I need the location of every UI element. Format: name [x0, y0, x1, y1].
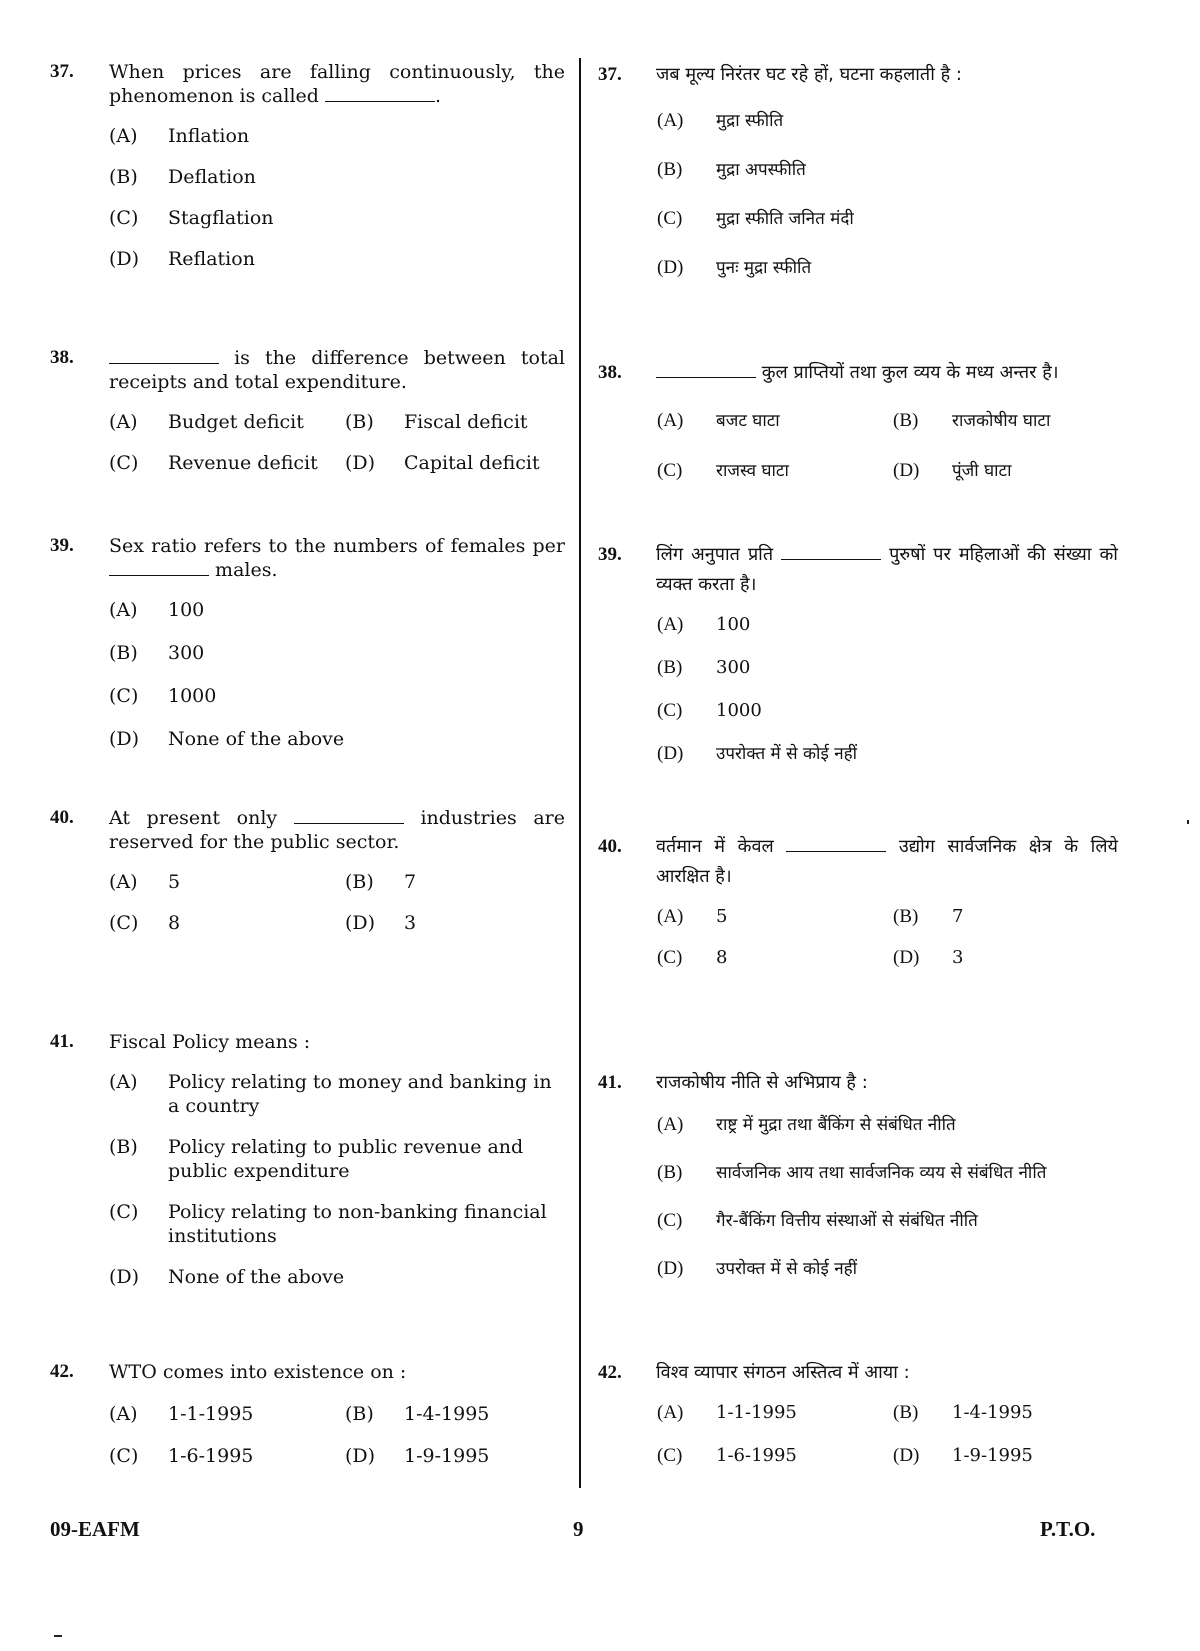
option-b: (B) 300 — [657, 657, 751, 678]
question-text: At present only industries are reserved for the public sector. — [109, 807, 565, 853]
option-c: (C) गैर-बैंकिंग वित्तीय संस्थाओं से संबंधित नीति — [657, 1210, 978, 1231]
question-text: Sex ratio refers to the numbers of females per males. — [109, 535, 565, 581]
question-number: 41. — [50, 1031, 74, 1052]
option-a: (A) 100 — [109, 599, 205, 621]
option-d: (D) Capital deficit — [345, 452, 540, 474]
scan-speck — [54, 1635, 62, 1637]
option-d: (D) None of the above — [109, 1266, 345, 1288]
question-40-hi — [598, 832, 1118, 971]
option-b: (B) 300 — [109, 642, 205, 664]
option-a: (A) मुद्रा स्फीति — [657, 110, 784, 131]
option-d: (D) 3 — [345, 912, 417, 934]
option-a: (A) राष्ट्र में मुद्रा तथा बैंकिंग से संबंधित नीति — [657, 1114, 956, 1135]
option-a: (A) Policy relating to money and banking in a country — [109, 1071, 552, 1117]
option-d: (D) पुनः मुद्रा स्फीति — [657, 257, 812, 278]
option-b: (B) Fiscal deficit — [345, 411, 528, 433]
question-text: वर्तमान में केवल उद्योग सार्वजनिक क्षेत्र के लिये आरक्षित है। — [656, 836, 1118, 887]
question-text: When prices are falling continuously, the phenomenon is called . — [109, 61, 565, 107]
option-a: (A) Budget deficit — [109, 411, 304, 433]
option-b: (B) 1-4-1995 — [893, 1402, 1033, 1423]
paper-code: 09-EAFM — [50, 1517, 140, 1541]
answer-blank — [109, 349, 219, 364]
question-38-hi — [598, 358, 1118, 484]
question-39-en — [50, 534, 565, 770]
question-41-en — [50, 1030, 565, 1305]
option-a: (A) बजट घाटा — [657, 410, 780, 431]
option-c: (C) राजस्व घाटा — [657, 460, 789, 481]
option-c: (C) 1000 — [657, 700, 762, 721]
option-d: (D) Reflation — [109, 248, 255, 270]
option-d: (D) 1-9-1995 — [893, 1445, 1033, 1466]
question-number: 40. — [598, 836, 622, 857]
option-d: (D) उपरोक्त में से कोई नहीं — [657, 1258, 858, 1279]
option-b: (B) सार्वजनिक आय तथा सार्वजनिक व्यय से संबंधित नीति — [657, 1162, 1047, 1183]
option-a: (A) 5 — [109, 871, 181, 893]
option-d: (D) उपरोक्त में से कोई नहीं — [657, 743, 858, 764]
option-d: (D) 1-9-1995 — [345, 1445, 490, 1467]
option-a: (A) 1-1-1995 — [657, 1402, 797, 1423]
option-d: (D) पूंजी घाटा — [893, 460, 1012, 481]
question-text: WTO comes into existence on : — [109, 1361, 407, 1383]
question-number: 42. — [598, 1362, 622, 1383]
option-d: (D) None of the above — [109, 728, 345, 750]
question-text: राजकोषीय नीति से अभिप्राय है : — [656, 1072, 868, 1093]
question-37-hi — [598, 60, 1118, 304]
question-number: 37. — [598, 64, 622, 85]
option-a: (A) Inflation — [109, 125, 250, 147]
option-b: (B) राजकोषीय घाटा — [893, 410, 1051, 431]
option-c: (C) Stagflation — [109, 207, 274, 229]
question-38-en — [50, 346, 565, 475]
answer-blank — [325, 87, 435, 102]
answer-blank — [109, 561, 209, 576]
question-number: 42. — [50, 1361, 74, 1382]
option-d: (D) 3 — [893, 947, 964, 968]
question-text: Fiscal Policy means : — [109, 1031, 311, 1053]
question-number: 38. — [598, 362, 622, 383]
question-number: 37. — [50, 61, 74, 82]
question-37-en — [50, 60, 565, 288]
page-number: 9 — [573, 1517, 584, 1541]
question-text: is the difference between total receipts and total expenditure. — [109, 347, 565, 393]
question-text: कुल प्राप्तियों तथा कुल व्यय के मध्य अन्तर है। — [656, 358, 1118, 388]
option-a: (A) 1-1-1995 — [109, 1403, 254, 1425]
option-a: (A) 5 — [657, 906, 728, 927]
column-divider — [579, 58, 581, 1488]
question-39-hi — [598, 540, 1118, 784]
question-text: जब मूल्य निरंतर घट रहे हों, घटना कहलाती है : — [656, 64, 962, 85]
question-number: 39. — [598, 544, 622, 565]
question-number: 38. — [50, 347, 74, 368]
option-b: (B) Policy relating to public revenue and public expenditure — [109, 1136, 524, 1182]
option-c: (C) मुद्रा स्फीति जनित मंदी — [657, 208, 854, 229]
option-b: (B) Deflation — [109, 166, 256, 188]
option-c: (C) Policy relating to non-banking financial institutions — [109, 1201, 547, 1247]
question-41-hi — [598, 1068, 1118, 1304]
scan-speck — [1187, 820, 1189, 824]
option-c: (C) 8 — [657, 947, 728, 968]
question-number: 40. — [50, 807, 74, 828]
question-42-hi — [598, 1358, 1118, 1469]
option-b: (B) 7 — [345, 871, 417, 893]
answer-blank — [656, 363, 756, 378]
option-c: (C) 1-6-1995 — [657, 1445, 797, 1466]
answer-blank — [786, 837, 886, 852]
question-number: 39. — [50, 535, 74, 556]
option-a: (A) 100 — [657, 614, 751, 635]
question-40-en — [50, 806, 565, 935]
answer-blank — [781, 545, 881, 560]
option-b: (B) 7 — [893, 906, 964, 927]
question-42-en — [50, 1360, 565, 1468]
option-b: (B) मुद्रा अपस्फीति — [657, 159, 806, 180]
option-c: (C) 1000 — [109, 685, 217, 707]
option-c: (C) 8 — [109, 912, 181, 934]
option-b: (B) 1-4-1995 — [345, 1403, 490, 1425]
option-c: (C) 1-6-1995 — [109, 1445, 254, 1467]
pto-label: P.T.O. — [1040, 1517, 1096, 1541]
option-c: (C) Revenue deficit — [109, 452, 318, 474]
question-number: 41. — [598, 1072, 622, 1093]
question-text: विश्व व्यापार संगठन अस्तित्व में आया : — [656, 1362, 910, 1383]
answer-blank — [294, 809, 404, 824]
question-text: लिंग अनुपात प्रति पुरुषों पर महिलाओं की संख्या को व्यक्त करता है। — [656, 544, 1118, 595]
